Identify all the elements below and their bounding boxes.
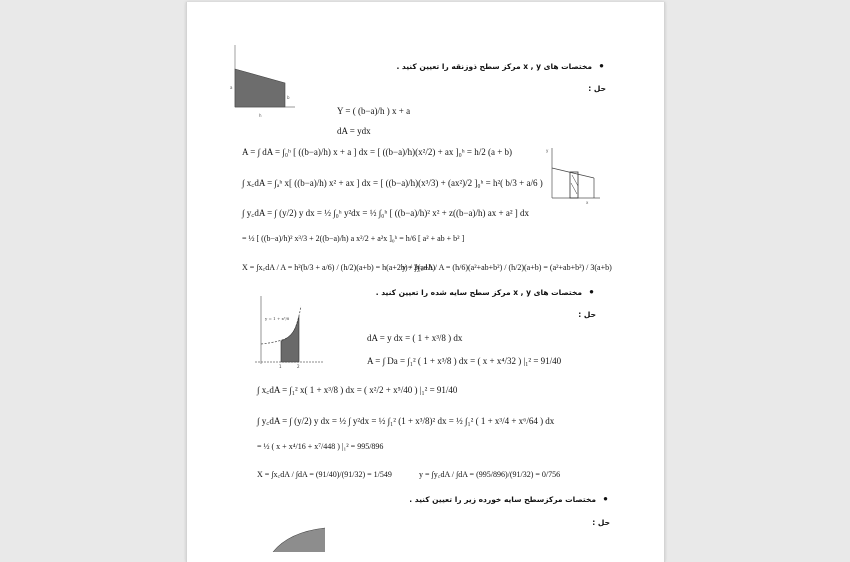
problem-1-equation-6: = ½ [ ((b−a)/h)² x³/3 + 2((b−a)/h) a x²/2 + a²x ]₀ʰ = h/6 [ a² + ab + b² ] [242, 234, 465, 243]
problem-3-figure [269, 522, 339, 552]
problem-3-solution-label: حل : [592, 518, 610, 527]
svg-text:1: 1 [279, 364, 282, 369]
problem-2-equation-6: X = ∫x꜀dA / ∫dA = (91/40)/(91/32) = 1/549 [257, 470, 392, 479]
problem-1-solution-label: حل : [588, 84, 606, 93]
curve-area-figure [247, 292, 327, 372]
problem-1-equation-2: dA = ydx [337, 126, 371, 136]
bullet-icon: ● [599, 61, 604, 70]
problem-2-equation-3: ∫ x꜀dA = ∫₁² x( 1 + x³/8 ) dx = ( x²/2 + x⁵/40 ) |₁² = 91/40 [257, 385, 458, 395]
problem-1-equation-4: ∫ x꜀dA = ∫ₐʰ x[ ((b−a)/h) x² + ax ] dx = [ ((b−a)/h)(x³/3) + (ax²)/2 ]₀ʰ = h²( b/3 + a/6 ) [242, 178, 543, 188]
bullet-icon: ● [603, 494, 608, 503]
document-page [186, 2, 665, 562]
curve-label: y = 1 + x³/8 [265, 316, 290, 321]
svg-text:x: x [586, 200, 589, 205]
trapezoid-figure [217, 37, 297, 127]
problem-2-equation-1: dA = y dx = ( 1 + x³/8 ) dx [367, 333, 463, 343]
problem-1-equation-7: X = ∫x꜀dA / A = h²(b/3 + a/6) / (h/2)(a+b) = h(a+2b) / 3(a+b) [242, 263, 436, 272]
problem-1-equation-5: ∫ y꜀dA = ∫ (y/2) y dx = ½ ∫₀ʰ y²dx = ½ ∫₀ʰ [ ((b−a)/h)² x² + z((b−a)/h) ax + a² ] dx [242, 208, 530, 218]
problem-2-solution-label: حل : [578, 310, 596, 319]
problem-3-question: مختصات مرکزسطح سایه خورده زیر را تعیین کنید . [409, 495, 596, 504]
strip-element-figure [542, 140, 606, 208]
problem-1-equation-3: A = ∫ dA = ∫₀ʰ [ ((b−a)/h) x + a ] dx = [ ((b−a)/h)(x²/2) + ax ]₀ʰ = h/2 (a + b) [242, 147, 513, 157]
svg-text:2: 2 [297, 364, 300, 369]
svg-text:h: h [259, 113, 262, 118]
problem-1-equation-8: y = ∫y꜀dA / A = (h/6)(a²+ab+b²) / (h/2)(a+b) = (a²+ab+b²) / 3(a+b) [402, 263, 612, 272]
svg-text:a: a [230, 85, 233, 90]
problem-2-question: مختصات های x , y مرکز سطح سایه شده را تعیین کنید . [375, 288, 582, 297]
problem-1-equation-1: Y = ( (b−a)/h ) x + a [337, 106, 411, 116]
problem-2-equation-2: A = ∫ Da = ∫₁² ( 1 + x³/8 ) dx = ( x + x⁴/32 ) |₁² = 91/40 [367, 356, 562, 366]
svg-text:y: y [546, 148, 549, 153]
problem-2-equation-5: = ½ ( x + x⁴/16 + x⁷/448 ) |₁² = 995/896 [257, 442, 384, 451]
problem-1-question: مختصات های x , y مرکز سطح ذوزنقه را تعیین کنید . [396, 62, 592, 71]
problem-2-equation-4: ∫ y꜀dA = ∫ (y/2) y dx = ½ ∫ y²dx = ½ ∫₁² (1 + x³/8)² dx = ½ ∫₁² ( 1 + x³/4 + x⁶/64 ) dx [257, 416, 555, 426]
bullet-icon: ● [589, 287, 594, 296]
problem-2-equation-7: y = ∫y꜀dA / ∫dA = (995/896)/(91/32) = 0/756 [419, 470, 561, 479]
svg-text:b: b [287, 95, 290, 100]
